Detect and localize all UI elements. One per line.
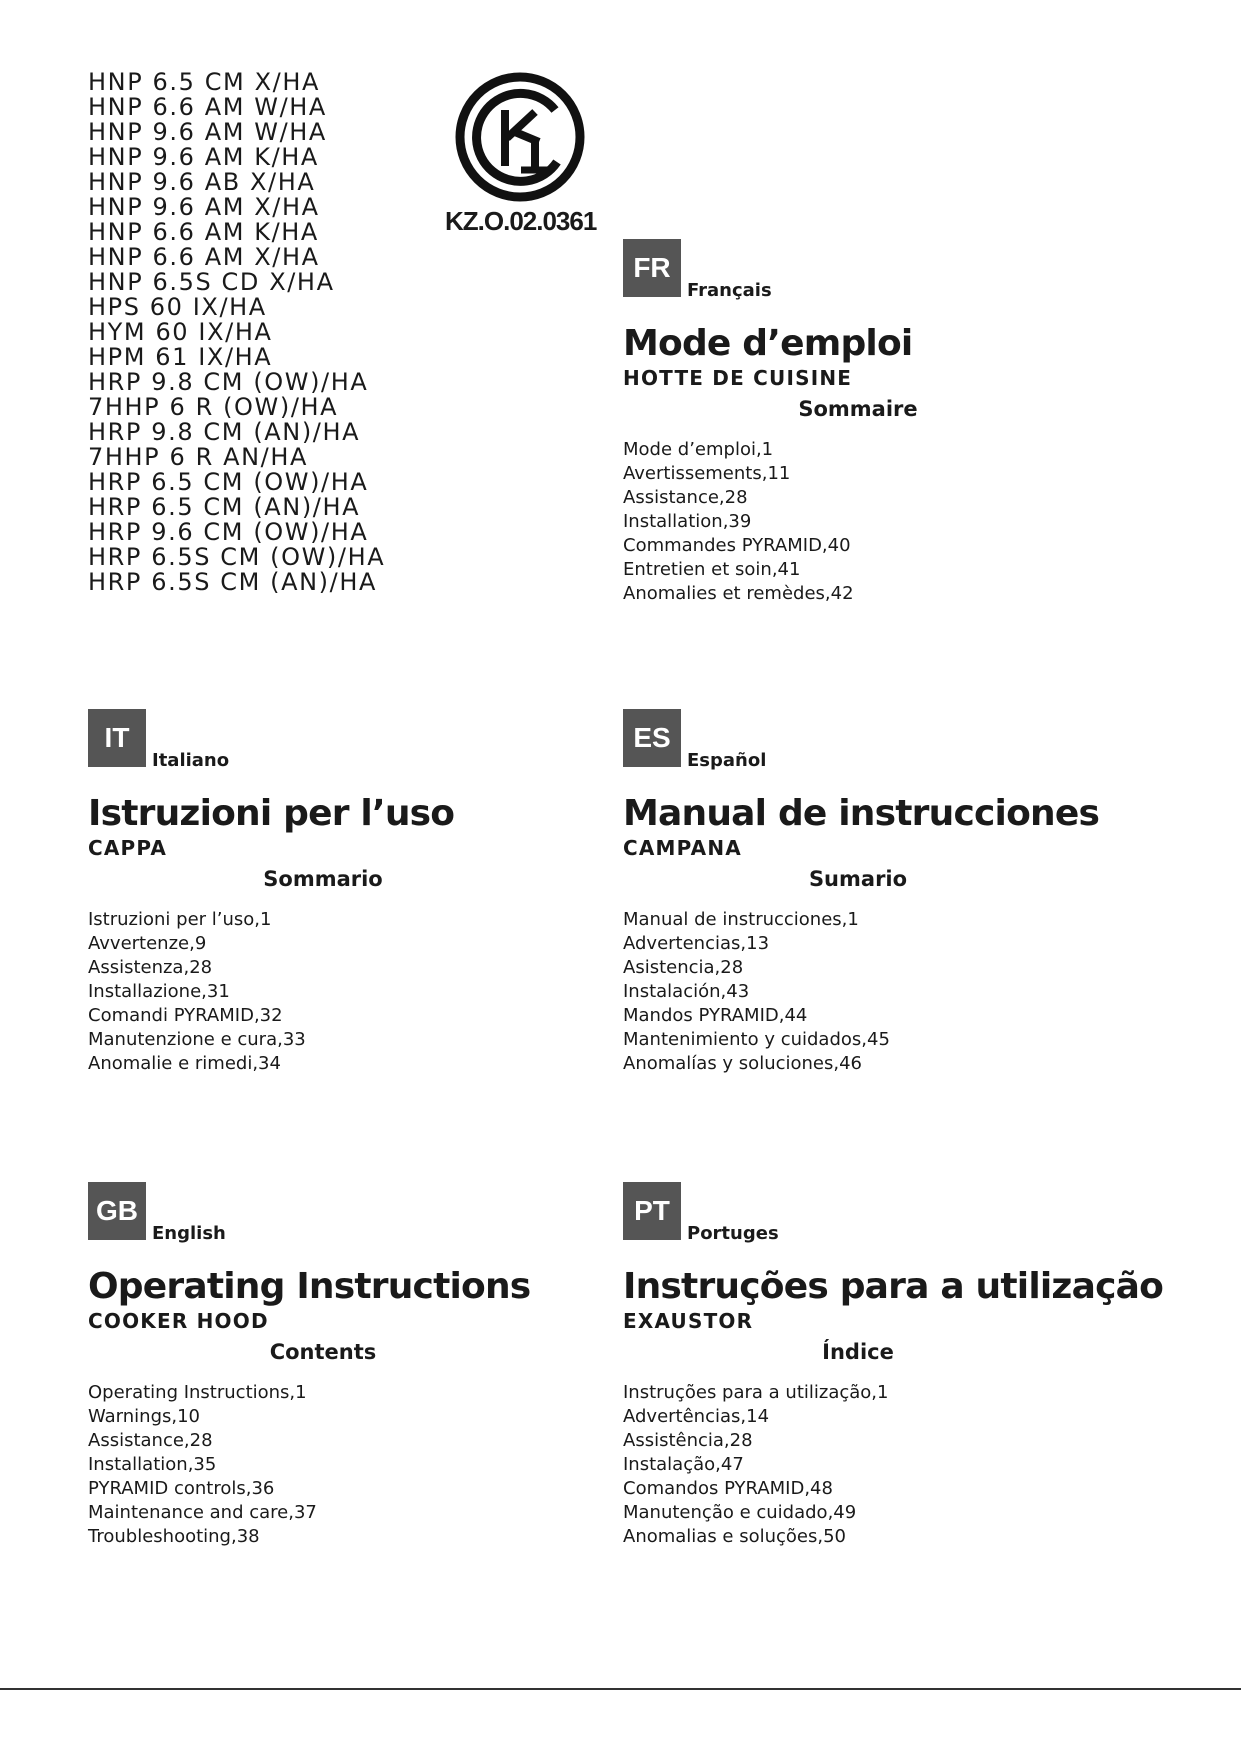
toc-item[interactable]: Comandi PYRAMID,32 xyxy=(88,1005,283,1026)
language-badge: ES xyxy=(623,709,681,767)
toc-item[interactable]: Advertências,14 xyxy=(623,1406,770,1427)
language-badge: PT xyxy=(623,1182,681,1240)
manual-title: Instruções para a utilização xyxy=(623,1266,1164,1307)
model-number: HNP 9.6 AM W/HA xyxy=(88,118,327,146)
section-it xyxy=(88,709,558,1076)
toc-item[interactable]: Installazione,31 xyxy=(88,981,230,1002)
model-number: HRP 6.5S CM (AN)/HA xyxy=(88,568,377,596)
contents-heading: Sommaire xyxy=(798,397,918,421)
language-header xyxy=(88,709,558,771)
model-number: HNP 9.6 AB X/HA xyxy=(88,168,316,196)
toc-item[interactable]: Entretien et soin,41 xyxy=(623,559,801,580)
model-number: HRP 9.8 CM (OW)/HA xyxy=(88,368,369,396)
language-name: Italiano xyxy=(152,750,230,771)
toc-item[interactable]: Anomalies et remèdes,42 xyxy=(623,583,854,604)
language-badge: FR xyxy=(623,239,681,297)
model-number: HNP 6.6 AM X/HA xyxy=(88,243,320,271)
toc-item[interactable]: Installation,39 xyxy=(623,511,752,532)
model-number: HRP 6.5S CM (OW)/HA xyxy=(88,543,386,571)
table-of-contents xyxy=(88,1381,558,1549)
language-header xyxy=(623,1182,1093,1244)
model-number: HPS 60 IX/HA xyxy=(88,293,267,321)
contents-heading: Índice xyxy=(822,1340,894,1364)
model-list xyxy=(88,70,385,595)
toc-item[interactable]: Manutenção e cuidado,49 xyxy=(623,1502,857,1523)
language-name: Français xyxy=(687,280,772,301)
table-of-contents xyxy=(88,908,558,1076)
toc-item[interactable]: Operating Instructions,1 xyxy=(88,1382,307,1403)
section-pt xyxy=(623,1182,1164,1549)
toc-item[interactable]: Assistance,28 xyxy=(88,1430,213,1451)
table-of-contents xyxy=(623,1381,1093,1549)
model-number: HNP 9.6 AM X/HA xyxy=(88,193,320,221)
contents-heading: Contents xyxy=(269,1340,377,1364)
manual-title: Operating Instructions xyxy=(88,1266,531,1307)
section-gb xyxy=(88,1182,558,1549)
model-number: HRP 6.5 CM (OW)/HA xyxy=(88,468,369,496)
product-type: CAPPA xyxy=(88,836,168,860)
toc-item[interactable]: Assistência,28 xyxy=(623,1430,753,1451)
toc-item[interactable]: Comandos PYRAMID,48 xyxy=(623,1478,833,1499)
section-es xyxy=(623,709,1100,1076)
certification-code: KZ.O.02.0361 xyxy=(445,206,597,236)
toc-item[interactable]: Assistance,28 xyxy=(623,487,748,508)
toc-item[interactable]: Assistenza,28 xyxy=(88,957,213,978)
bottom-divider xyxy=(0,1688,1241,1690)
language-name: English xyxy=(152,1223,226,1244)
model-number: HYM 60 IX/HA xyxy=(88,318,273,346)
toc-item[interactable]: Anomalie e rimedi,34 xyxy=(88,1053,281,1074)
language-badge: GB xyxy=(88,1182,146,1240)
table-of-contents xyxy=(623,438,1093,606)
model-number: HNP 6.5S CD X/HA xyxy=(88,268,335,296)
section-fr xyxy=(623,239,1093,606)
manual-title: Manual de instrucciones xyxy=(623,793,1100,834)
toc-item[interactable]: Mantenimiento y cuidados,45 xyxy=(623,1029,890,1050)
toc-item[interactable]: Anomalias e soluções,50 xyxy=(623,1526,847,1547)
language-badge: IT xyxy=(88,709,146,767)
toc-item[interactable]: Commandes PYRAMID,40 xyxy=(623,535,851,556)
contents-heading: Sommario xyxy=(263,867,383,891)
toc-item[interactable]: Manutenzione e cura,33 xyxy=(88,1029,306,1050)
toc-item[interactable]: Mode d’emploi,1 xyxy=(623,439,774,460)
toc-item[interactable]: Anomalías y soluciones,46 xyxy=(623,1053,863,1074)
model-number: 7HHP 6 R (OW)/HA xyxy=(88,393,339,421)
toc-item[interactable]: Warnings,10 xyxy=(88,1406,201,1427)
toc-item[interactable]: Instalação,47 xyxy=(623,1454,744,1475)
manual-title: Istruzioni per l’uso xyxy=(88,793,455,834)
toc-item[interactable]: Instalación,43 xyxy=(623,981,750,1002)
toc-item[interactable]: Istruzioni per l’uso,1 xyxy=(88,909,272,930)
toc-item[interactable]: Troubleshooting,38 xyxy=(88,1526,260,1547)
toc-item[interactable]: Maintenance and care,37 xyxy=(88,1502,317,1523)
language-header xyxy=(88,1182,558,1244)
product-type: HOTTE DE CUISINE xyxy=(623,366,853,390)
toc-item[interactable]: Avvertenze,9 xyxy=(88,933,207,954)
toc-item[interactable]: Installation,35 xyxy=(88,1454,217,1475)
certification-mark xyxy=(445,72,595,237)
language-name: Español xyxy=(687,750,767,771)
model-number: 7HHP 6 R AN/HA xyxy=(88,443,308,471)
kazakhstan-certification-logo-icon xyxy=(455,72,585,202)
model-number: HRP 9.6 CM (OW)/HA xyxy=(88,518,369,546)
toc-item[interactable]: Manual de instrucciones,1 xyxy=(623,909,859,930)
language-header xyxy=(623,239,1093,301)
product-type: EXAUSTOR xyxy=(623,1309,754,1333)
language-name: Portuges xyxy=(687,1223,779,1244)
toc-item[interactable]: Avertissements,11 xyxy=(623,463,791,484)
model-number: HNP 9.6 AM K/HA xyxy=(88,143,319,171)
toc-item[interactable]: Advertencias,13 xyxy=(623,933,770,954)
model-number: HNP 6.6 AM W/HA xyxy=(88,93,327,121)
product-type: COOKER HOOD xyxy=(88,1309,269,1333)
manual-title: Mode d’emploi xyxy=(623,323,913,364)
product-type: CAMPANA xyxy=(623,836,742,860)
toc-item[interactable]: PYRAMID controls,36 xyxy=(88,1478,275,1499)
language-header xyxy=(623,709,1093,771)
toc-item[interactable]: Mandos PYRAMID,44 xyxy=(623,1005,808,1026)
toc-item[interactable]: Asistencia,28 xyxy=(623,957,744,978)
contents-heading: Sumario xyxy=(808,867,908,891)
toc-item[interactable]: Instruções para a utilização,1 xyxy=(623,1382,889,1403)
model-number: HRP 9.8 CM (AN)/HA xyxy=(88,418,361,446)
model-number: HRP 6.5 CM (AN)/HA xyxy=(88,493,361,521)
model-number: HPM 61 IX/HA xyxy=(88,343,273,371)
model-number: HNP 6.6 AM K/HA xyxy=(88,218,319,246)
model-number: HNP 6.5 CM X/HA xyxy=(88,68,320,96)
table-of-contents xyxy=(623,908,1093,1076)
